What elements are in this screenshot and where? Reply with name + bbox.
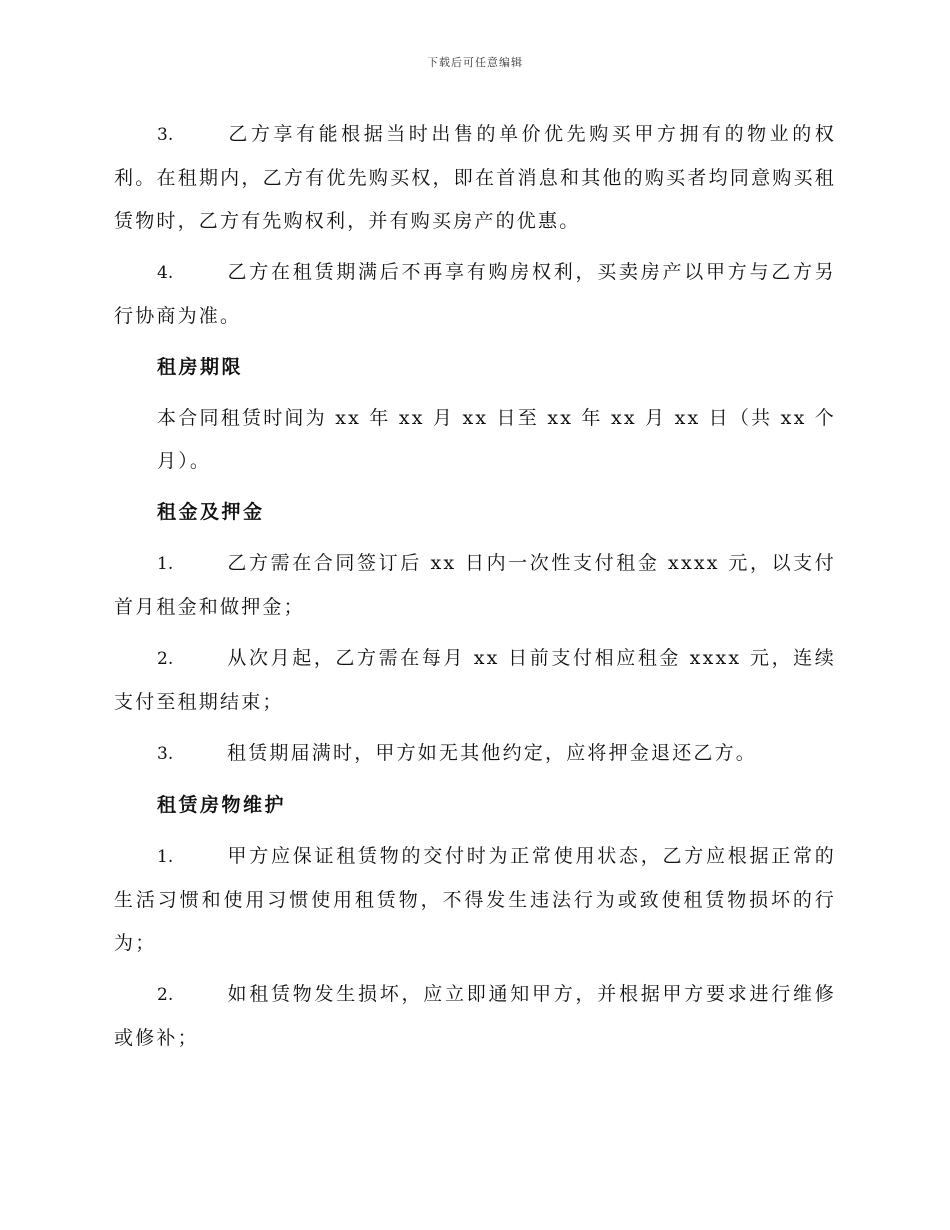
clause-number: 1. [157, 554, 174, 574]
clause-number: 1. [157, 847, 174, 867]
clause-item [114, 637, 836, 724]
clause-item [114, 973, 836, 1060]
section-heading: 租赁房物维护 [157, 794, 287, 816]
clause-text: 乙方需在合同签订后 xx 日内一次性支付租金 xxxx 元，以支付首月租金和做押金； [114, 552, 836, 618]
clause-item [114, 732, 836, 776]
clause-number: 2. [157, 649, 174, 669]
section-paragraph: 本合同租赁时间为 xx 年 xx 月 xx 日至 xx 年 xx 月 xx 日（共 xx 个月）。 [157, 407, 836, 472]
clause-text: 乙方在租赁期满后不再享有购房权利，买卖房产以甲方与乙方另行协商为准。 [114, 261, 836, 327]
section-heading: 租房期限 [157, 356, 244, 378]
clause-item [114, 542, 836, 629]
clause-number: 2. [157, 985, 174, 1005]
clause-number: 4. [157, 263, 174, 283]
page-header: 下载后可任意编辑 [427, 56, 523, 69]
section-heading: 租金及押金 [157, 501, 265, 523]
clause-text: 租赁期届满时，甲方如无其他约定，应将押金退还乙方。 [227, 742, 758, 764]
document-body [114, 113, 836, 1060]
clause-item [114, 835, 836, 965]
clause-item [114, 251, 836, 338]
clause-text: 甲方应保证租赁物的交付时为正常使用状态，乙方应根据正常的生活习惯和使用习惯使用租赁物，不得发生违法行为或致使租赁物损坏的行为； [114, 845, 836, 954]
clause-number: 3. [157, 744, 174, 764]
clause-number: 3. [157, 125, 174, 145]
clause-text: 如租赁物发生损坏，应立即通知甲方，并根据甲方要求进行维修或修补； [114, 983, 836, 1049]
clause-item [114, 113, 836, 243]
clause-text: 从次月起，乙方需在每月 xx 日前支付相应租金 xxxx 元，连续支付至租期结束； [114, 647, 836, 713]
clause-text: 乙方享有能根据当时出售的单价优先购买甲方拥有的物业的权利。在租期内，乙方有优先购买权，即在首消息和其他的购买者均同意购买租赁物时，乙方有先购权利，并有购买房产的优惠。 [114, 123, 836, 232]
